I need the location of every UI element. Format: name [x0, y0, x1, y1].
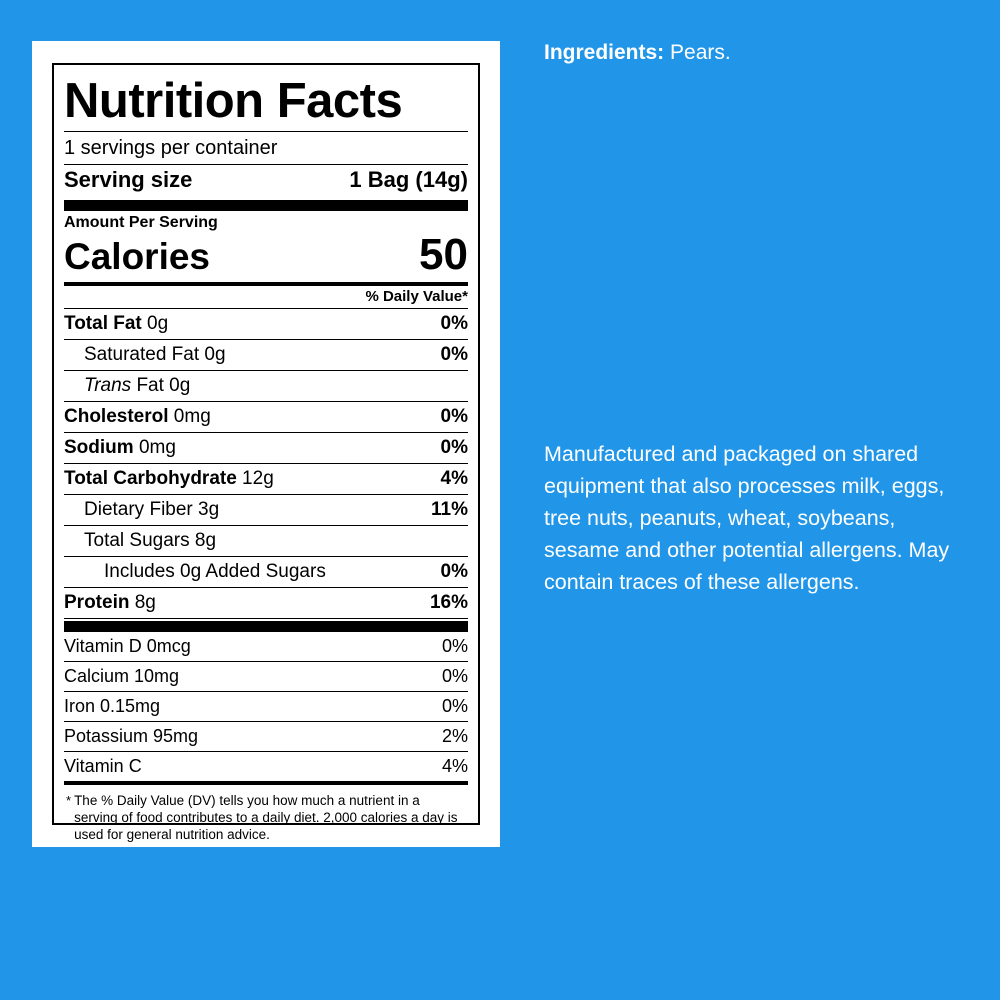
- nutrient-name: Cholesterol 0mg: [64, 406, 211, 427]
- vitamin-row: [64, 632, 468, 661]
- nutrient-rows: [64, 309, 468, 619]
- divider-thick-2: [64, 621, 468, 632]
- serving-size-label: Serving size: [64, 167, 193, 192]
- nutrient-name: Total Fat 0g: [64, 313, 169, 334]
- vitamin-row: [64, 662, 468, 691]
- nutrition-facts-label: [52, 63, 480, 842]
- nutrient-name: Total Carbohydrate 12g: [64, 468, 274, 489]
- divider-thick-1: [64, 200, 468, 211]
- nutrient-name: Dietary Fiber 3g: [84, 499, 220, 520]
- vitamin-row: [64, 752, 468, 781]
- ingredients-label: Ingredients:: [544, 41, 665, 64]
- daily-value-footnote: [64, 785, 468, 843]
- nutrient-row: [64, 402, 468, 432]
- daily-value-header: % Daily Value*: [365, 288, 468, 305]
- nutrient-name: Saturated Fat 0g: [84, 344, 226, 365]
- vitamin-daily-value: 0%: [441, 666, 468, 686]
- nutrient-name: Includes 0g Added Sugars: [104, 561, 326, 582]
- nutrient-row: [64, 340, 468, 370]
- calories-label: Calories: [64, 236, 211, 277]
- nutrient-daily-value: 0%: [440, 344, 468, 365]
- vitamin-row: [64, 722, 468, 751]
- nutrient-row: [64, 371, 468, 401]
- nutrient-name: Sodium 0mg: [64, 437, 176, 458]
- vitamin-daily-value: 0%: [441, 636, 468, 656]
- vitamin-daily-value: 0%: [441, 696, 468, 716]
- nutrition-facts-title: Nutrition Facts: [64, 74, 403, 128]
- nutrient-row: [64, 557, 468, 587]
- nutrition-panel: [32, 41, 500, 847]
- footnote-asterisk: *: [66, 793, 72, 808]
- nutrient-row: [64, 526, 468, 556]
- calories-value: 50: [419, 230, 468, 279]
- ingredients-value: Pears.: [664, 41, 731, 64]
- calories-row: [64, 232, 468, 282]
- allergen-statement: Manufactured and packaged on shared equipment that also processes milk, eggs, tree nuts, peanuts, wheat, soybeans, sesame and other potential allergens. May contain traces of these allergens.: [544, 442, 950, 594]
- vitamin-rows: [64, 632, 468, 781]
- nutrient-daily-value: 16%: [429, 592, 468, 613]
- servings-per-container: 1 servings per container: [64, 137, 278, 159]
- ingredients-block: [544, 38, 964, 68]
- nutrient-daily-value: 0%: [440, 313, 468, 334]
- nutrient-name: Total Sugars 8g: [84, 530, 217, 551]
- nutrient-daily-value: 4%: [440, 468, 468, 489]
- nutrient-row: [64, 433, 468, 463]
- nutrient-daily-value: 0%: [440, 437, 468, 458]
- nutrient-daily-value: 11%: [431, 499, 468, 520]
- vitamin-name: Potassium 95mg: [64, 726, 199, 746]
- serving-size-row: [64, 165, 468, 198]
- amount-per-serving-label: Amount Per Serving: [64, 214, 218, 231]
- nutrient-name: Trans Fat 0g: [84, 375, 191, 396]
- footnote-text: The % Daily Value (DV) tells you how much a nutrient in a serving of food contributes to a daily diet. 2,000 calories a day is used for general nutrition advice.: [74, 793, 458, 842]
- serving-size-value: 1 Bag (14g): [349, 167, 468, 192]
- nutrient-daily-value: 0%: [440, 406, 468, 427]
- nutrient-row: [64, 588, 468, 618]
- vitamin-name: Vitamin C: [64, 756, 142, 776]
- vitamin-name: Vitamin D 0mcg: [64, 636, 191, 656]
- vitamin-name: Calcium 10mg: [64, 666, 180, 686]
- vitamin-name: Iron 0.15mg: [64, 696, 161, 716]
- nutrient-name: Protein 8g: [64, 592, 156, 613]
- nutrient-row: [64, 309, 468, 339]
- divider-thin: [64, 618, 468, 619]
- vitamin-daily-value: 2%: [441, 726, 468, 746]
- vitamin-daily-value: 4%: [441, 756, 468, 776]
- nutrient-daily-value: 0%: [440, 561, 468, 582]
- vitamin-row: [64, 692, 468, 721]
- nutrient-row: [64, 495, 468, 525]
- nutrient-row: [64, 464, 468, 494]
